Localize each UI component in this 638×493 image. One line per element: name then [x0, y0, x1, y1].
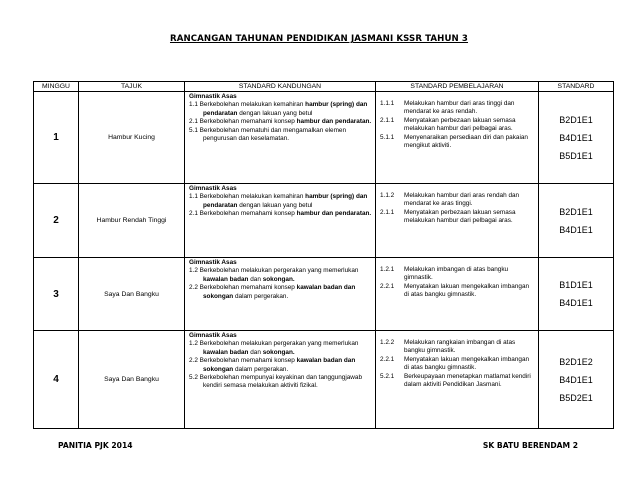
table-row: [34, 258, 614, 331]
yearly-plan-table: [33, 81, 614, 429]
sp-item: 2.2.1 Menyatakan lakuan mengekalkan imbangan di atas bangku gimnastik.: [380, 355, 530, 372]
standard-code: B4D1E1: [559, 374, 593, 385]
standard-code: B1D1E1: [559, 280, 593, 290]
sp-item: 2.2.1 Menyatakan lakuan mengekalkan imbangan di atas bangku gimnastik.: [380, 282, 530, 299]
sk-heading: Gimnastik Asas: [189, 93, 237, 100]
topic: Hambur Rendah Tinggi: [79, 184, 185, 258]
sp-item: 1.1.2 Melakukan hambur dari aras rendah dan mendarat ke aras tinggi.: [380, 192, 520, 208]
sp-item: 2.1.1 Menyatakan perbezaan lakuan semasa melakukan hambur dari pelbagai aras.: [380, 208, 516, 225]
sp-item: 1.2.1 Melakukan imbangan di atas bangku gimnastik.: [380, 266, 509, 282]
sk-item: 1.1 Berkebolehan melakukan kemahiran hambur (spring) dan pendaratan dengan lakuan yang betul: [189, 193, 368, 209]
sp-item: 5.2.1 Berkeupayaan menetapkan matlamat kendiri dalam aktiviti Pendidikan Jasmani.: [380, 372, 531, 389]
sk-heading: Gimnastik Asas: [189, 332, 237, 339]
standard-code: B5D1E1: [559, 150, 593, 161]
content-standard-cell: [185, 258, 376, 331]
header-standard: STANDARD: [539, 82, 614, 92]
table-row: [34, 92, 614, 184]
learning-standard-cell: [376, 331, 539, 429]
standard-code: B5D2E1: [559, 392, 593, 403]
sp-item: 5.1.1 Menyenaraikan persediaan diri dan pakaian mengikut aktiviti.: [380, 133, 528, 150]
footer-right: SK BATU BERENDAM 2: [482, 441, 578, 450]
header-standard-kandungan: STANDARD KANDUNGAN: [185, 82, 376, 92]
sk-item: 1.1 Berkebolehan melakukan kemahiran hambur (spring) dan pendaratan dengan lakuan yang betul: [189, 101, 368, 117]
standard-code: B2D1E1: [559, 206, 593, 217]
learning-standard-cell: [376, 92, 539, 184]
sk-item: 2.1 Berkebolehan memahami konsep hambur dan pendaratan.: [189, 210, 372, 218]
sk-item: 1.2 Berkebolehan melakukan pergerakan yang memerlukan kawalan badan dan sokongan.: [189, 267, 359, 283]
header-tajuk: TAJUK: [79, 82, 185, 92]
week-number: 4: [34, 331, 79, 429]
sk-item: 2.1 Berkebolehan memahami konsep hambur dan pendaratan.: [189, 118, 372, 126]
week-number: 1: [34, 92, 79, 184]
sk-item: 2.2 Berkebolehan memahami konsep kawalan badan dan sokongan dalam pergerakan.: [189, 357, 356, 373]
topic: Saya Dan Bangku: [79, 258, 185, 331]
sp-item: 1.2.2 Melakukan rangkaian imbangan di atas bangku gimnastik.: [380, 339, 516, 355]
week-number: 3: [34, 258, 79, 331]
document-title: RANCANGAN TAHUNAN PENDIDIKAN JASMANI KSSR TAHUN 3: [169, 34, 469, 44]
content-standard-cell: [185, 331, 376, 429]
standard-code: B2D1E1: [559, 114, 593, 125]
standard-code: B4D1E1: [559, 298, 593, 308]
week-number: 2: [34, 184, 79, 258]
header-standard-pembelajaran: STANDARD PEMBELAJARAN: [376, 82, 539, 92]
table-row: [34, 331, 614, 429]
header-minggu: MINGGU: [34, 82, 79, 92]
footer-left: PANITIA PJK 2014: [58, 441, 133, 450]
topic: Hambur Kucing: [79, 92, 185, 184]
sk-item: 5.1 Berkebolehan mematuhi dan mengamalkan elemen pengurusan dan keselamatan.: [189, 126, 347, 143]
sk-item: 1.2 Berkebolehan melakukan pergerakan yang memerlukan kawalan badan dan sokongan.: [189, 340, 359, 356]
content-standard-cell: [185, 184, 376, 258]
standard-codes-cell: [539, 331, 614, 429]
topic: Saya Dan Bangku: [79, 331, 185, 429]
standard-codes-cell: [539, 92, 614, 184]
sp-item: 1.1.1 Melakukan hambur dari aras tinggi dan mendarat ke aras rendah.: [380, 100, 515, 116]
content-standard-cell: [185, 92, 376, 184]
table-header-row: [34, 82, 614, 92]
standard-code: B2D1E2: [559, 356, 593, 367]
sk-item: 2.2 Berkebolehan memahami konsep kawalan badan dan sokongan dalam pergerakan.: [189, 284, 356, 300]
standard-codes-cell: [539, 184, 614, 258]
sp-item: 2.1.1 Menyatakan perbezaan lakuan semasa melakukan hambur dari pelbagai aras.: [380, 116, 516, 133]
table-row: [34, 184, 614, 258]
learning-standard-cell: [376, 184, 539, 258]
sk-heading: Gimnastik Asas: [189, 185, 237, 192]
standard-code: B4D1E1: [559, 132, 593, 143]
sk-heading: Gimnastik Asas: [189, 259, 237, 266]
learning-standard-cell: [376, 258, 539, 331]
standard-codes-cell: [539, 258, 614, 331]
sk-item: 5.2 Berkebolehan mempunyai keyakinan dan tanggungjawab kendiri semasa melakukan aktiviti fizikal.: [189, 374, 363, 390]
standard-code: B4D1E1: [559, 224, 593, 235]
